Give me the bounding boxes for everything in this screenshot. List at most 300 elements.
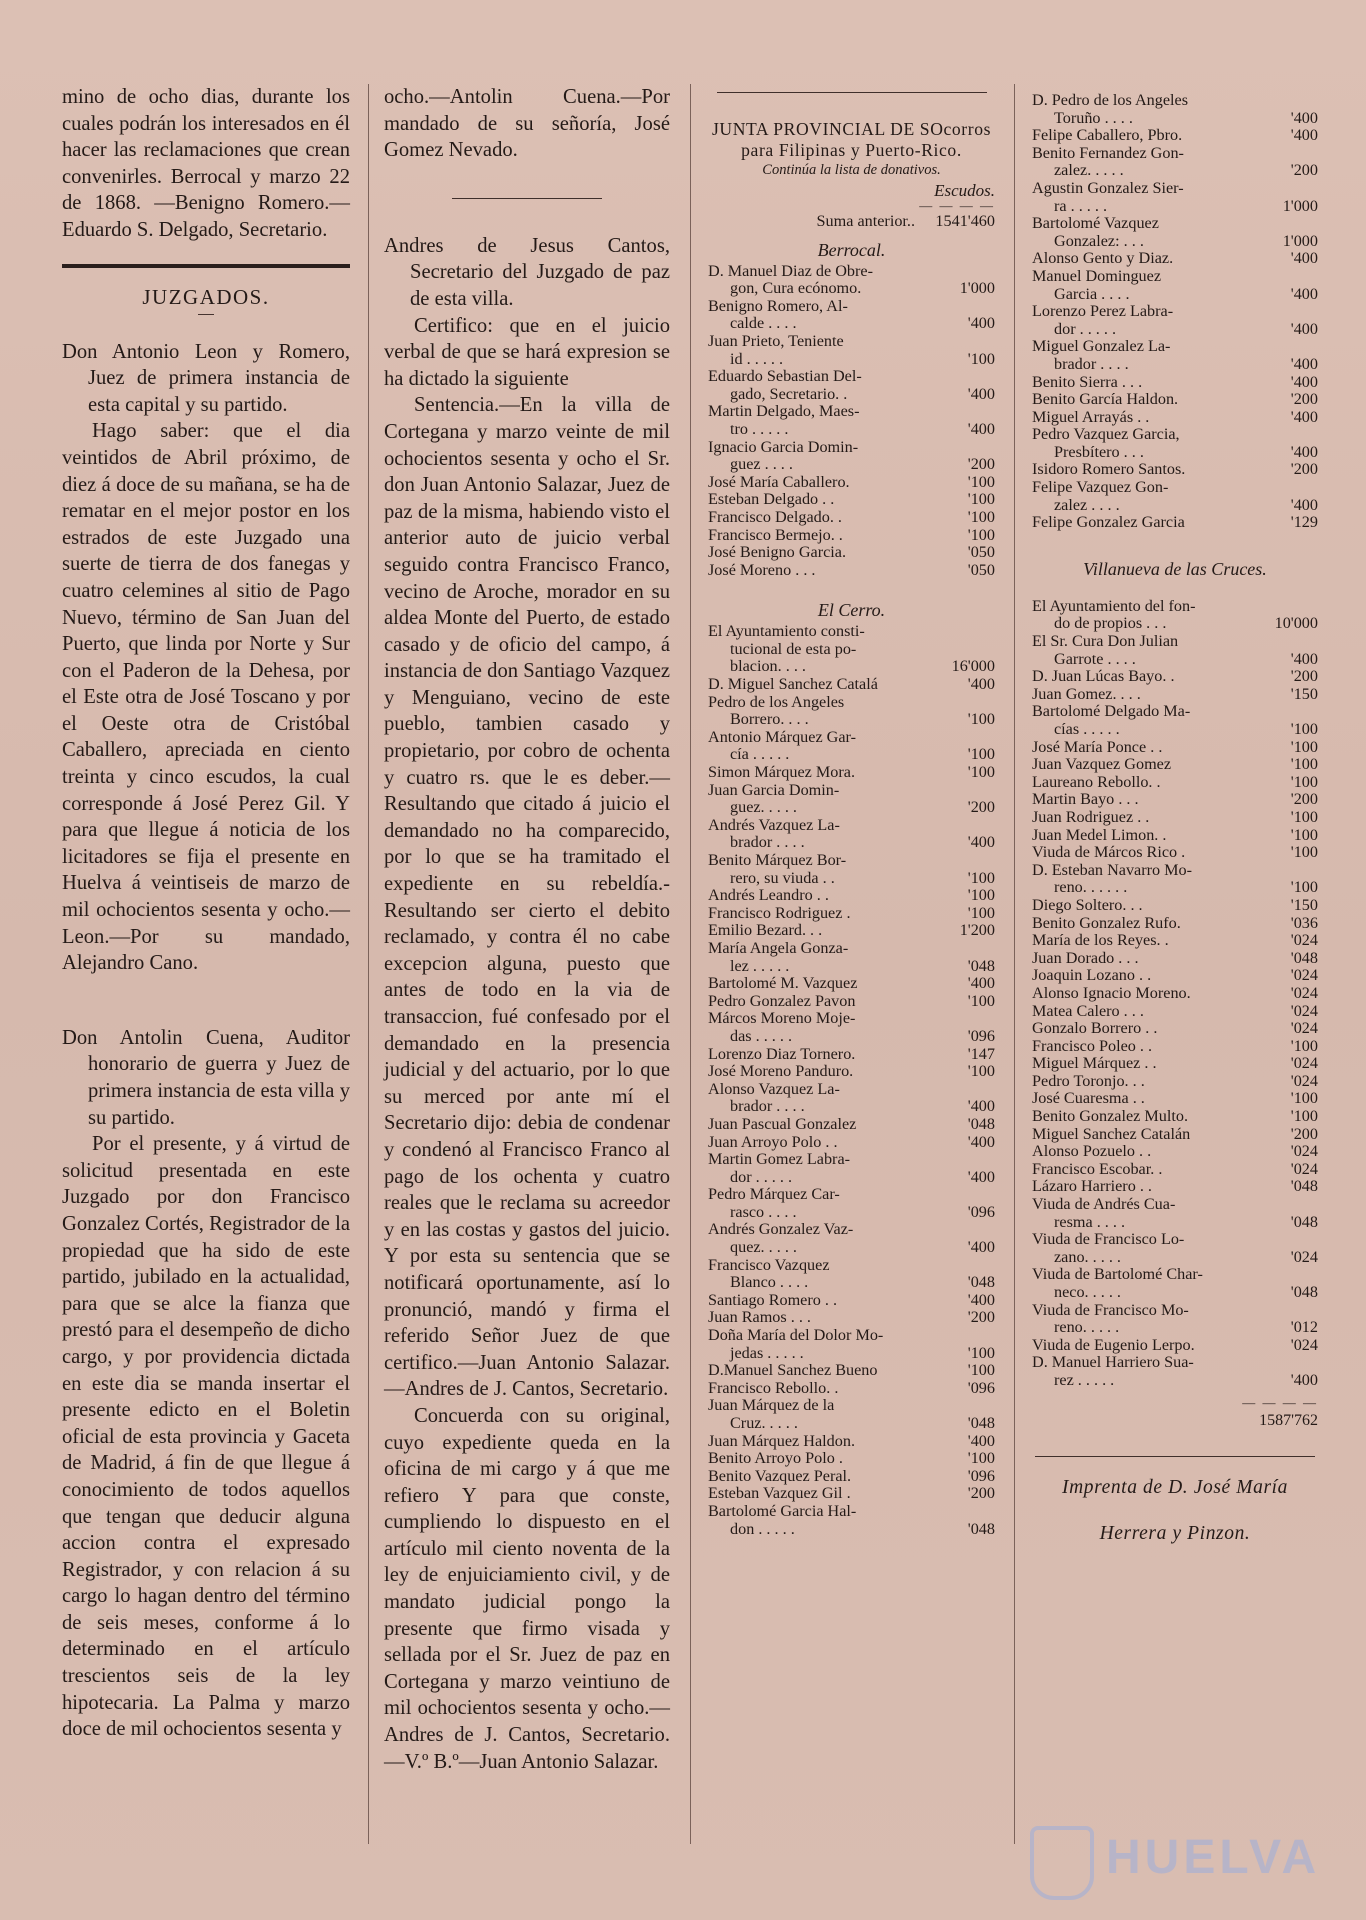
donor-name-line: Viuda de Márcos Rico . — [1032, 843, 1186, 862]
donation-amount: '147 — [967, 1044, 995, 1063]
donor-name-line: Pedro Toronjo. . . — [1032, 1071, 1145, 1090]
column-3 — [708, 84, 995, 1538]
donation-row — [1032, 338, 1318, 373]
donation-amount: 1'000 — [1282, 196, 1318, 215]
donor-name — [708, 764, 923, 782]
donation-amount: '024 — [1290, 1071, 1318, 1090]
donor-name — [1032, 1108, 1246, 1126]
donation-amount: '096 — [967, 1466, 995, 1485]
donation-amount: '096 — [967, 1378, 995, 1397]
column-rule — [368, 84, 369, 1844]
donor-name-line: Benito Arroyo Polo . — [708, 1449, 843, 1468]
donor-name-line: Benito Vazquez Peral. — [708, 1466, 852, 1485]
donation-row — [1032, 827, 1318, 845]
donation-amount: '100 — [1290, 825, 1318, 844]
donor-name-line: Juan Vazquez Gomez — [1032, 755, 1172, 774]
donation-row — [708, 940, 995, 975]
donation-row — [1032, 633, 1318, 668]
section-divider — [62, 264, 350, 268]
donor-name-line: Martin Bayo . . . — [1032, 790, 1139, 809]
donation-amount: '100 — [967, 349, 995, 368]
donation-amount: '024 — [1290, 1335, 1318, 1354]
donor-name — [708, 1221, 923, 1256]
donor-name — [1032, 514, 1246, 532]
donor-name-line: Borrero. . . . — [730, 710, 809, 729]
donor-name-line: Andrés Leandro . . — [708, 886, 829, 905]
donor-name-line: Juan Rodriguez . . — [1032, 807, 1150, 826]
donation-amount: '050 — [967, 560, 995, 579]
donor-name-line: José Moreno . . . — [708, 560, 816, 579]
donation-amount: '150 — [1290, 684, 1318, 703]
donor-name-line: Viuda de Eugenio Lerpo. — [1032, 1335, 1195, 1354]
donor-name — [708, 623, 923, 676]
donor-name-line: Juan Dorado . . . — [1032, 948, 1139, 967]
donation-row — [708, 887, 995, 905]
donation-amount: '400 — [967, 675, 995, 694]
donor-name — [1032, 1231, 1246, 1266]
donor-name — [1032, 1143, 1246, 1161]
donation-row — [708, 623, 995, 676]
donor-name-line: José Cuaresma . . — [1032, 1089, 1145, 1108]
donor-name — [708, 1450, 923, 1468]
donor-name-line: reno. . . . . — [1054, 1318, 1120, 1337]
column-rule — [1014, 84, 1015, 1844]
donor-name-line: Gonzalo Borrero . . — [1032, 1019, 1158, 1038]
donor-name-line: Alonso Vazquez La- — [708, 1079, 840, 1098]
donation-row — [708, 333, 995, 368]
donor-name-line: cía . . . . . — [730, 745, 790, 764]
donor-name-line: Viuda de Francisco Lo- — [1032, 1230, 1185, 1249]
donation-row — [708, 975, 995, 993]
donor-name-line: Benito Fernandez Gon- — [1032, 143, 1184, 162]
donation-amount: '100 — [1290, 772, 1318, 791]
donation-row — [1032, 844, 1318, 862]
donation-row — [708, 1468, 995, 1486]
donation-row — [1032, 391, 1318, 409]
donor-name — [1032, 374, 1246, 392]
donation-amount: '100 — [967, 490, 995, 509]
leon-edict-heading: Don Antonio Leon y Romero, Juez de primera instancia de esta capital y su partido. — [62, 340, 350, 416]
donation-row — [1032, 1143, 1318, 1161]
donor-name — [708, 562, 923, 580]
donor-name-line: Diego Soltero. . . — [1032, 895, 1143, 914]
donation-amount: '100 — [967, 868, 995, 887]
donor-name-line: blacion. . . . — [730, 657, 806, 676]
donor-name — [708, 1010, 923, 1045]
donation-amount: '400 — [967, 314, 995, 333]
donation-row — [1032, 739, 1318, 757]
donation-amount: '100 — [1290, 843, 1318, 862]
donation-amount: 10'000 — [1274, 614, 1318, 633]
column-1 — [62, 84, 350, 1743]
donor-name — [1032, 1337, 1246, 1355]
cantos-heading: Andres de Jesus Cantos, Secretario del Juzgado de paz de esta villa. — [384, 234, 670, 310]
donation-amount: '100 — [967, 710, 995, 729]
donor-name-line: Manuel Dominguez — [1032, 266, 1162, 285]
donor-name-line: Gonzalez: . . . — [1054, 231, 1144, 250]
donation-amount: '400 — [1290, 249, 1318, 268]
donor-name-line: Juan Prieto, Teniente — [708, 331, 844, 350]
donor-name — [1032, 862, 1246, 897]
donation-row — [708, 817, 995, 852]
donor-name — [708, 676, 923, 694]
donor-name — [1032, 844, 1246, 862]
donor-name — [1032, 409, 1246, 427]
donation-row — [1032, 1020, 1318, 1038]
donation-row — [1032, 703, 1318, 738]
donor-name-line: brador . . . . — [730, 833, 805, 852]
column-4 — [1032, 92, 1318, 1557]
donor-name-line: D. Manuel Diaz de Obre- — [708, 261, 873, 280]
donation-row — [1032, 862, 1318, 897]
donor-name-line: Francisco Bermejo. . — [708, 525, 843, 544]
donation-amount: '024 — [1290, 1142, 1318, 1161]
donation-amount: '100 — [967, 472, 995, 491]
donor-name-line: Juan Garcia Domin- — [708, 780, 840, 799]
donation-amount: '100 — [1290, 1089, 1318, 1108]
donor-name-line: Martin Delgado, Maes- — [708, 402, 860, 421]
donation-amount: '100 — [967, 507, 995, 526]
donation-amount: '200 — [1290, 667, 1318, 686]
donation-row — [1032, 479, 1318, 514]
donation-amount: '100 — [967, 1343, 995, 1362]
donor-name — [1032, 338, 1246, 373]
donation-amount: '200 — [1290, 460, 1318, 479]
donation-amount: 1'000 — [1282, 231, 1318, 250]
donation-amount: '036 — [1290, 913, 1318, 932]
donation-row — [1032, 514, 1318, 532]
donor-name-line: María de los Reyes. . — [1032, 931, 1169, 950]
donor-name-line: Benito Gonzalez Multo. — [1032, 1107, 1188, 1126]
donor-name — [708, 1134, 923, 1152]
donor-name-line: gon, Cura ecónomo. — [730, 279, 862, 298]
donor-name — [708, 975, 923, 993]
donation-row — [1032, 250, 1318, 268]
donor-name — [1032, 391, 1246, 409]
donation-row — [708, 694, 995, 729]
donor-name — [708, 993, 923, 1011]
donation-amount: '400 — [1290, 1370, 1318, 1389]
donor-name — [1032, 461, 1246, 479]
donor-name-line: reno. . . . . . — [1054, 878, 1128, 897]
donation-amount: '200 — [1290, 390, 1318, 409]
donor-name-line: Bartolomé Delgado Ma- — [1032, 702, 1191, 721]
donation-amount: '400 — [967, 1132, 995, 1151]
donation-amount: 16'000 — [951, 657, 995, 676]
donation-amount: 1'200 — [959, 921, 995, 940]
donor-name — [1032, 703, 1246, 738]
donation-amount: '100 — [967, 525, 995, 544]
donation-amount: '400 — [1290, 284, 1318, 303]
imprenta-line-2: Herrera y Pinzon. — [1099, 1522, 1251, 1544]
donor-name — [1032, 950, 1246, 968]
donor-name — [1032, 686, 1246, 704]
donation-row — [708, 1362, 995, 1380]
cuena-edict-heading: Don Antolin Cuena, Auditor honorario de guerra y Juez de primera instancia de esta villa y su partido. — [62, 1026, 350, 1129]
donor-name — [1032, 1038, 1246, 1056]
donor-name — [1032, 215, 1246, 250]
donor-name — [1032, 598, 1246, 633]
donation-row — [708, 1485, 995, 1503]
donor-name-line: Matea Calero . . . — [1032, 1001, 1144, 1020]
donor-name-line: calde . . . . — [730, 314, 797, 333]
suma-anterior-row — [708, 213, 995, 231]
donor-name-line: Agustin Gonzalez Sier- — [1032, 178, 1184, 197]
donor-name-line: Garcia . . . . — [1054, 284, 1130, 303]
donation-amount: '024 — [1290, 1159, 1318, 1178]
donation-amount: '100 — [1290, 737, 1318, 756]
donation-row — [708, 1221, 995, 1256]
donor-name-line: zano. . . . . — [1054, 1247, 1121, 1266]
donor-name-line: guez. . . . . — [730, 798, 797, 817]
donor-name-line: Esteban Delgado . . — [708, 490, 835, 509]
donor-name — [708, 940, 923, 975]
donor-name-line: Alonso Pozuelo . . — [1032, 1142, 1152, 1161]
donation-row — [1032, 1161, 1318, 1179]
donor-name-line: Andrés Gonzalez Vaz- — [708, 1220, 854, 1239]
donor-name — [1032, 145, 1246, 180]
donor-name-line: Doña María del Dolor Mo- — [708, 1326, 884, 1345]
donation-amount: '400 — [967, 974, 995, 993]
donation-row — [1032, 461, 1318, 479]
donor-name — [708, 1116, 923, 1134]
donation-row — [1032, 1196, 1318, 1231]
donation-amount: '100 — [967, 886, 995, 905]
section-title-el-cerro: El Cerro. — [817, 600, 886, 621]
donor-name-line: brador . . . . — [730, 1097, 805, 1116]
donor-name-line: Viuda de Bartolomé Char- — [1032, 1265, 1203, 1284]
donation-amount: '048 — [967, 1414, 995, 1432]
donation-amount: '100 — [967, 991, 995, 1010]
concuerda-paragraph: Concuerda con su original, cuyo expediente queda en la oficina de mi cargo y á que me refiero Y para que conste, cumpliendo lo dispuesto en el artículo mil ciento noventa de la ley de enjuiciamiento civil, y de mandato judicial pongo la presente que firmo visada y sellada por el Sr. Juez de paz en Cortegana y marzo veintiuno de mil ochocientos sesenta y ocho.—Andres de J. Cantos, Secretario. —V.º B.º—Juan Antonio Salazar. — [384, 1404, 670, 1773]
section-heading-juzgados: JUZGADOS. — [142, 284, 270, 309]
donation-row — [1032, 1266, 1318, 1301]
donor-name-line: Blanco . . . . — [730, 1273, 809, 1292]
donor-name-line: D. Miguel Sanchez Catalá — [708, 675, 878, 694]
donor-name-line: dor . . . . . — [730, 1167, 793, 1186]
donation-row — [1032, 303, 1318, 338]
donation-amount: '400 — [1290, 649, 1318, 668]
donation-amount: '400 — [967, 1167, 995, 1186]
donor-name-line: Bartolomé Garcia Hal- — [708, 1501, 857, 1520]
donor-name — [1032, 739, 1246, 757]
donor-name-line: Bartolomé M. Vazquez — [708, 974, 858, 993]
watermark-shield-icon — [1030, 1826, 1094, 1900]
donation-row — [708, 1134, 995, 1152]
donor-name — [1032, 915, 1246, 933]
suma-label: Suma anterior.. — [816, 212, 915, 230]
donation-row — [1032, 791, 1318, 809]
donation-row — [708, 1380, 995, 1398]
donor-name — [1032, 827, 1246, 845]
donor-name-line: zalez. . . . . — [1054, 161, 1124, 180]
donor-name-line: Francisco Poleo . . — [1032, 1036, 1153, 1055]
donation-row — [1032, 915, 1318, 933]
donor-name — [708, 544, 923, 562]
donor-name-line: Andrés Vazquez La- — [708, 815, 840, 834]
donation-row — [1032, 598, 1318, 633]
donation-amount: '400 — [967, 1097, 995, 1116]
donation-amount: '400 — [1290, 372, 1318, 391]
donation-amount: '048 — [1290, 1212, 1318, 1231]
donor-name-line: tro . . . . . — [730, 419, 789, 438]
donation-row — [708, 403, 995, 438]
donor-name — [708, 1257, 923, 1292]
donation-amount: '100 — [1290, 1107, 1318, 1126]
donor-name-line: Antonio Márquez Gar- — [708, 727, 857, 746]
donor-name-line: Benito Sierra . . . — [1032, 372, 1143, 391]
donor-name-line: Francisco Escobar. . — [1032, 1159, 1163, 1178]
donor-name — [1032, 1196, 1246, 1231]
donor-name — [1032, 479, 1246, 514]
donor-name — [1032, 426, 1246, 461]
donor-name-line: José Benigno Garcia. — [708, 543, 847, 562]
donor-name-line: Miguel Gonzalez La- — [1032, 337, 1171, 356]
donor-name-line: Santiago Romero . . — [708, 1290, 838, 1309]
donor-name — [708, 1151, 923, 1186]
donor-name-line: Francisco Rebollo. . — [708, 1378, 839, 1397]
donation-row — [708, 1046, 995, 1064]
continua-note: Continúa la lista de donativos. — [762, 162, 941, 178]
donation-row — [1032, 374, 1318, 392]
donation-amount: '012 — [1290, 1318, 1318, 1337]
donation-row — [708, 676, 995, 694]
junta-title: JUNTA PROVINCIAL DE SOcorros para Filipinas y Puerto-Rico. — [711, 119, 992, 160]
donation-amount: 1'000 — [959, 279, 995, 298]
donor-name-line: Martin Gomez Labra- — [708, 1150, 851, 1169]
donor-name — [708, 729, 923, 764]
berrocal-notice-end: mino de ocho dias, durante los cuales podrán los interesados en él hacer las reclamaciones que crean convenirles. Berrocal y marzo 22 de 1868. —Benigno Romero.—Eduardo S. Delgado, Secretario. — [62, 86, 350, 241]
donor-name-line: Esteban Vazquez Gil . — [708, 1484, 851, 1503]
donor-name-line: Juan Márquez Haldon. — [708, 1431, 855, 1450]
donation-row — [1032, 92, 1318, 127]
donation-amount: '129 — [1290, 513, 1318, 532]
donation-row — [708, 1010, 995, 1045]
donor-name-line: do de propios . . . — [1054, 614, 1167, 633]
donation-row — [1032, 268, 1318, 303]
donation-amount: '024 — [1290, 1054, 1318, 1073]
donation-row — [1032, 1003, 1318, 1021]
donor-name — [1032, 1126, 1246, 1144]
donor-name-line: D. Pedro de los Angeles — [1032, 91, 1189, 109]
donation-row — [1032, 180, 1318, 215]
donation-amount: '400 — [1290, 354, 1318, 373]
donation-row — [708, 1257, 995, 1292]
donor-name — [708, 1063, 923, 1081]
donor-name — [708, 694, 923, 729]
donor-name — [1032, 756, 1246, 774]
donation-row — [1032, 1038, 1318, 1056]
donor-name — [1032, 774, 1246, 792]
donor-name — [708, 1397, 923, 1432]
donor-name — [1032, 1020, 1246, 1038]
watermark-text: HUELVA — [1106, 1831, 1321, 1884]
donation-row — [1032, 1126, 1318, 1144]
donor-name-line: Bartolomé Vazquez — [1032, 214, 1159, 233]
donation-amount: '400 — [967, 419, 995, 438]
donor-name-line: El Ayuntamiento consti- — [708, 622, 865, 641]
donor-name-line: dor . . . . . — [1054, 319, 1117, 338]
donor-name-line: Benito Márquez Bor- — [708, 851, 847, 869]
donation-amount: '100 — [967, 1449, 995, 1468]
donor-name — [1032, 791, 1246, 809]
donor-name-line: Joaquin Lozano . . — [1032, 966, 1152, 985]
divider — [452, 198, 602, 199]
donation-row — [708, 1116, 995, 1134]
donation-list-berrocal — [708, 263, 995, 580]
donor-name — [708, 403, 923, 438]
donation-amount: '100 — [967, 1361, 995, 1380]
donor-name-line: Francisco Vazquez — [708, 1255, 830, 1274]
donation-row — [1032, 1337, 1318, 1355]
section-title-berrocal: Berrocal. — [817, 239, 886, 260]
donation-row — [708, 491, 995, 509]
donation-row — [1032, 1231, 1318, 1266]
donation-row — [1032, 1073, 1318, 1091]
donation-amount: '100 — [967, 1062, 995, 1081]
donor-name-line: Márcos Moreno Moje- — [708, 1009, 856, 1028]
donor-name — [708, 1327, 923, 1362]
donor-name-line: Isidoro Romero Santos. — [1032, 460, 1186, 479]
donor-name — [1032, 633, 1246, 668]
donor-name-line: Cruz. . . . . — [730, 1414, 798, 1432]
donor-name-line: Felipe Caballero, Pbro. — [1032, 126, 1183, 145]
donor-name — [708, 887, 923, 905]
donor-name-line: gado, Secretario. . — [730, 384, 848, 403]
donor-name-line: Pedro Gonzalez Pavon — [708, 991, 856, 1010]
cuena-edict-body: Por el presente, y á virtud de solicitud presentada en este Juzgado por don Francisco Gonzalez Cortés, Registrador de la propiedad que ha sido de este partido, jubilado en la actualidad, para que se alce la fianza que prestó para el desempeño de dicho cargo, y por providencia dictada en este dia se manda insertar el presente edicto en el Boletin oficial de esta provincia y Gaceta de Madrid, á fin de que llegue á conocimiento de todos aquellos que tengan que deducir alguna accion contra el expresado Registrador, y con relacion á su cargo lo hagan dentro del término de seis meses, conforme á lo determinado en el artículo trescientos seis de la ley hipotecaria. La Palma y marzo doce de mil ochocientos sesenta y — [62, 1133, 350, 1741]
donor-name — [1032, 1178, 1246, 1196]
donation-row — [708, 439, 995, 474]
donor-name — [1032, 250, 1246, 268]
donation-amount: '024 — [1290, 931, 1318, 950]
donor-name — [1032, 809, 1246, 827]
donor-name-line: José María Caballero. — [708, 472, 850, 491]
donation-row — [1032, 932, 1318, 950]
donor-name-line: Benito García Haldon. — [1032, 390, 1179, 409]
donation-row — [708, 1327, 995, 1362]
donation-amount: '048 — [1290, 1177, 1318, 1196]
donor-name-line: Eduardo Sebastian Del- — [708, 367, 862, 386]
donation-list-villanueva — [1032, 598, 1318, 1390]
donation-amount: '400 — [967, 1290, 995, 1309]
donation-row — [1032, 1090, 1318, 1108]
donation-row — [708, 1081, 995, 1116]
donation-amount: '400 — [1290, 108, 1318, 127]
donation-row — [708, 1503, 995, 1538]
donation-amount: '200 — [967, 1308, 995, 1327]
donation-row — [1032, 426, 1318, 461]
donation-amount: '400 — [1290, 319, 1318, 338]
donation-amount: '096 — [967, 1026, 995, 1045]
donor-name — [708, 1309, 923, 1327]
section-title-villanueva: Villanueva de las Cruces. — [1083, 558, 1267, 579]
donor-name — [1032, 1073, 1246, 1091]
donor-name — [708, 474, 923, 492]
donation-row — [1032, 145, 1318, 180]
donation-amount: '200 — [967, 1484, 995, 1503]
donation-amount: '024 — [1290, 1001, 1318, 1020]
donation-row — [1032, 774, 1318, 792]
donation-row — [708, 298, 995, 333]
donor-name-line: Juan Medel Limon. . — [1032, 825, 1167, 844]
donor-name — [1032, 1161, 1246, 1179]
donation-row — [708, 1450, 995, 1468]
donation-amount: '100 — [967, 763, 995, 782]
donation-amount: '024 — [1290, 966, 1318, 985]
spacer — [62, 1001, 350, 1025]
donor-name-line: neco. . . . . — [1054, 1283, 1121, 1301]
